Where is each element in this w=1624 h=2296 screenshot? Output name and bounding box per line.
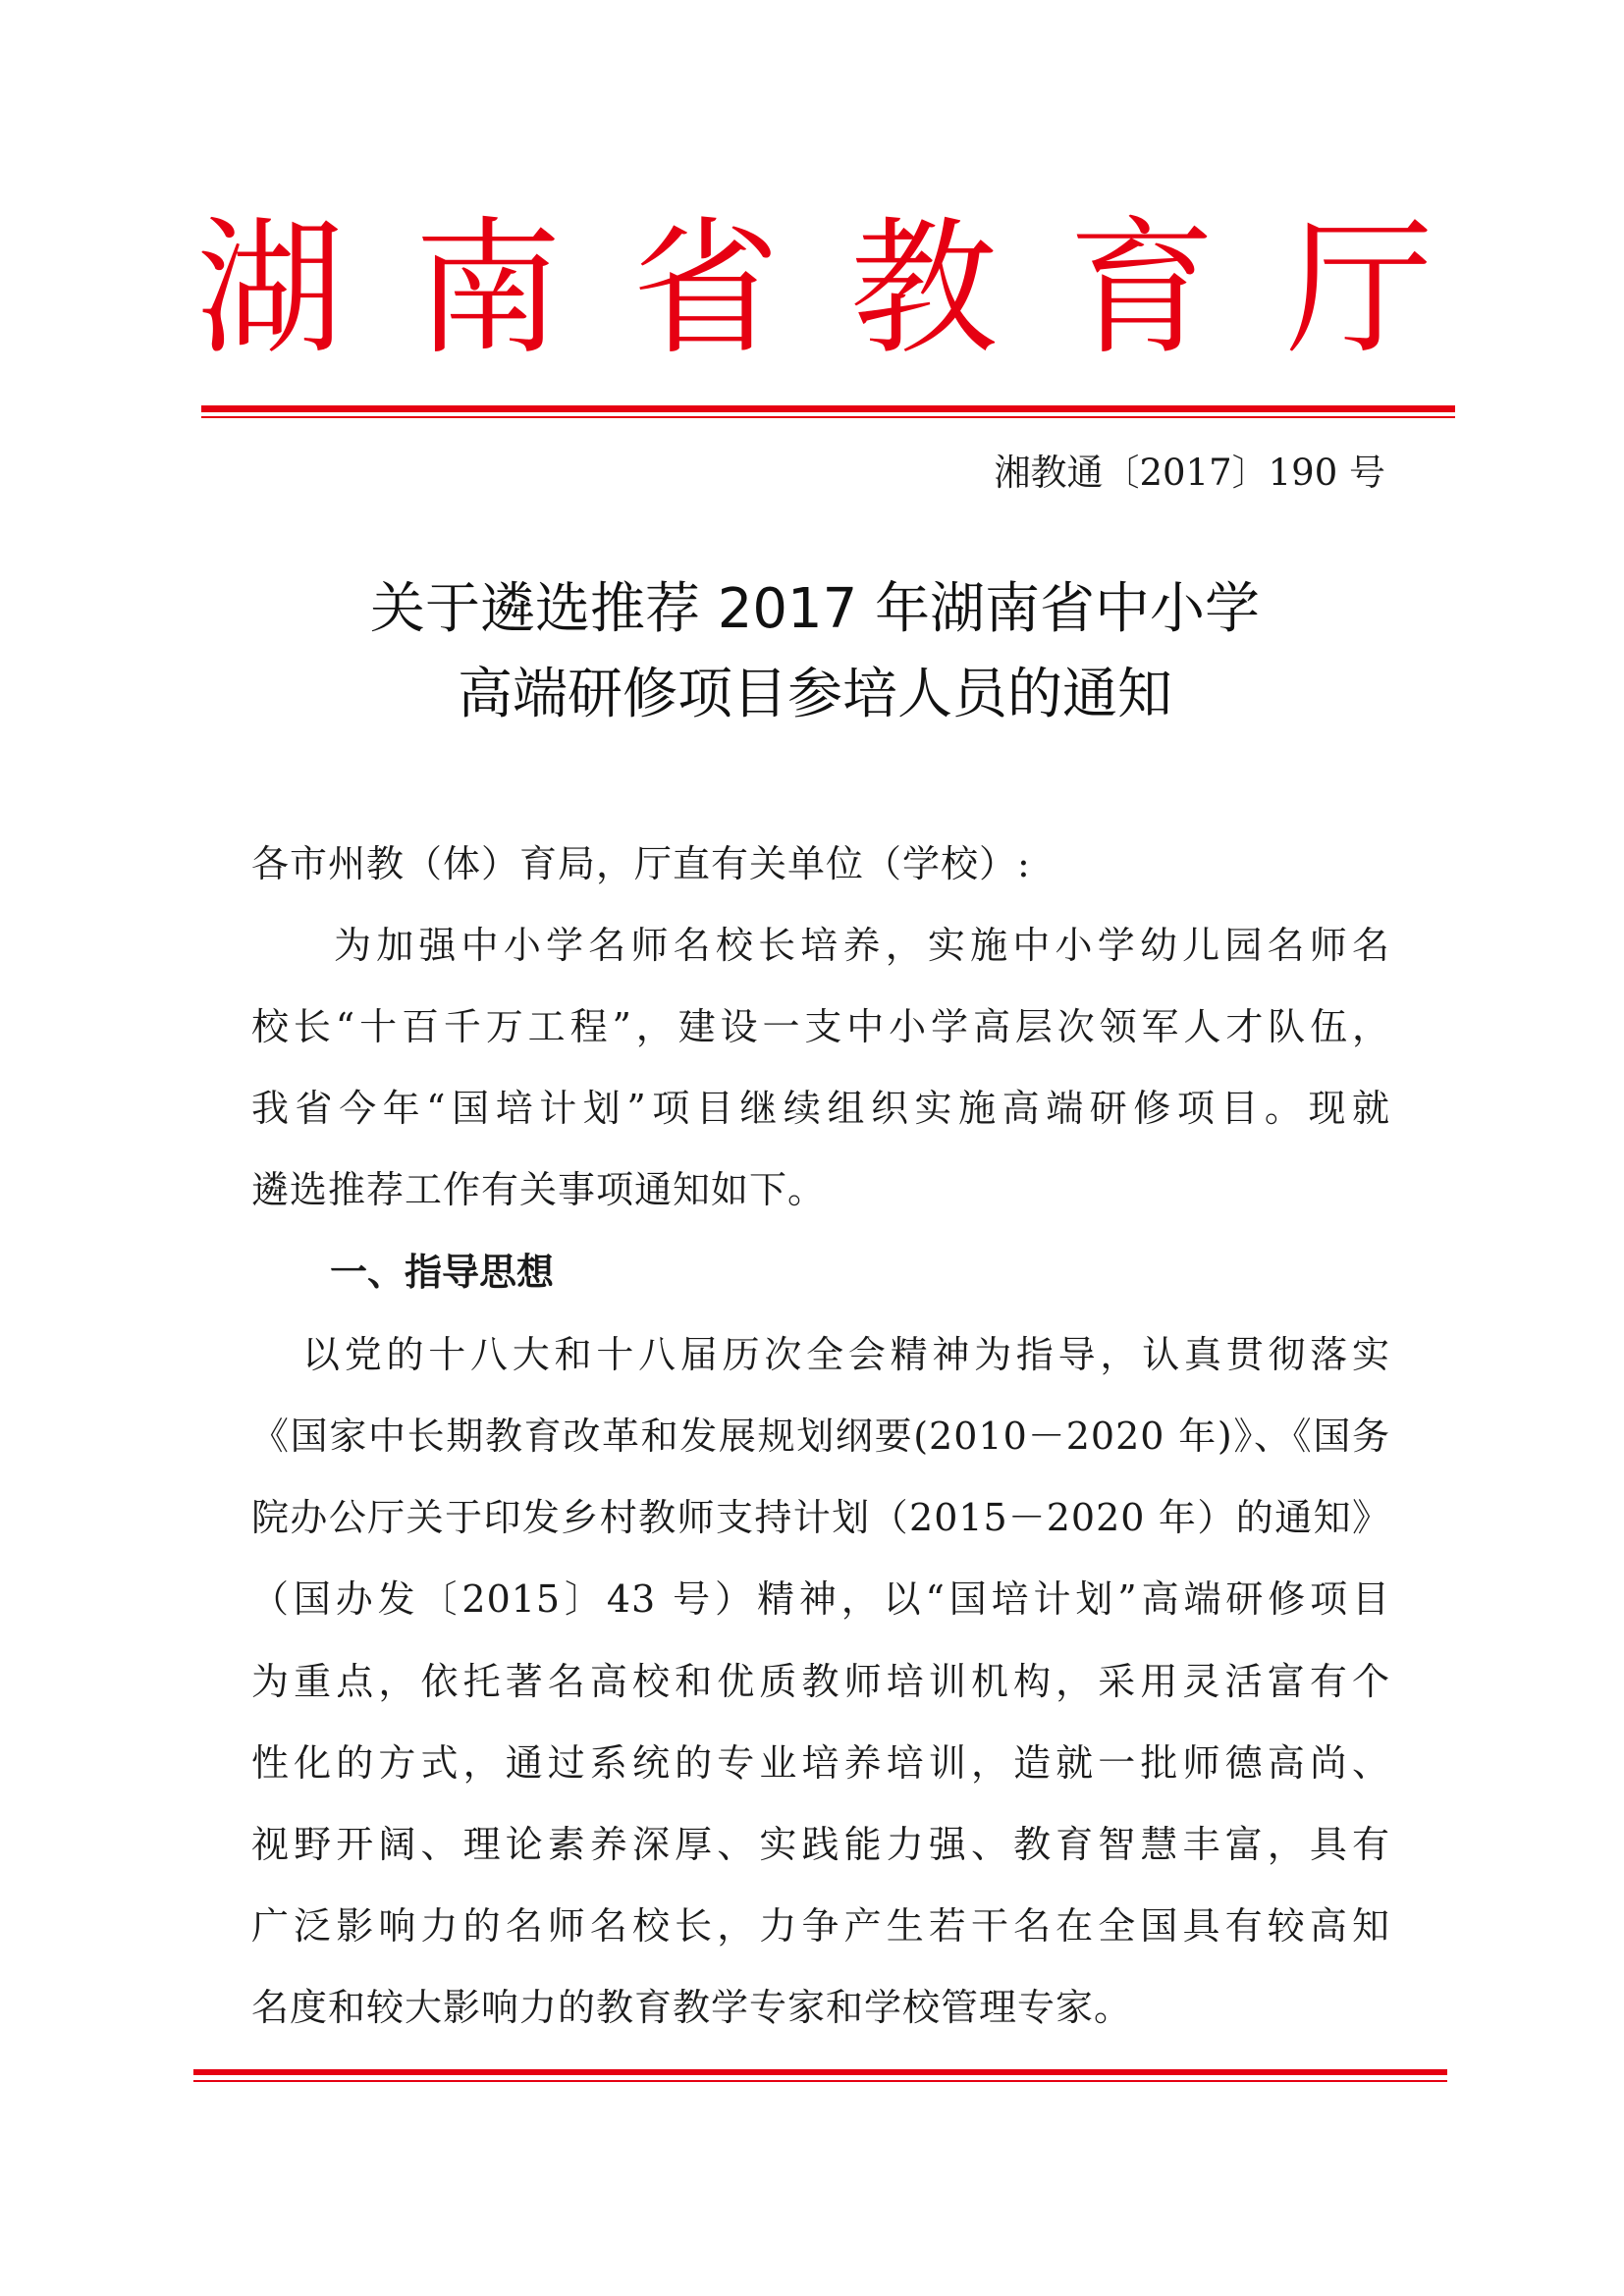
salutation: 各市州教（体）育局，厅直有关单位（学校）: — [251, 842, 1031, 885]
paragraph-line: 为重点，依托著名高校和优质教师培训机构，采用灵活富有个 — [251, 1660, 1390, 1703]
masthead-char: 南 — [413, 204, 562, 375]
paragraph-line: （国办发〔2015〕43 号）精神，以“国培计划”高端研修项目 — [251, 1577, 1390, 1621]
paragraph-line: 我省今年“国培计划”项目继续组织实施高端研修项目。现就 — [251, 1087, 1390, 1130]
footer-divider-thin — [193, 2080, 1447, 2082]
paragraph-line: 遴选推荐工作有关事项通知如下。 — [251, 1168, 827, 1211]
paragraph-line: 《国家中长期教育改革和发展规划纲要(2010－2020 年)》、《国务 — [251, 1415, 1390, 1458]
paragraph-line: 性化的方式，通过系统的专业培养培训，造就一批师德高尚、 — [251, 1741, 1390, 1785]
masthead-char: 育 — [1067, 204, 1216, 375]
paragraph-line: 广泛影响力的名师名校长，力争产生若干名在全国具有较高知 — [251, 1904, 1390, 1948]
masthead-divider-thin — [201, 416, 1455, 418]
document-title-line-2: 高端研修项目参培人员的通知 — [458, 663, 1172, 726]
document-number: 湘教通〔2017〕190 号 — [994, 452, 1385, 494]
paragraph-line: 为加强中小学名师名校长培养，实施中小学幼儿园名师名 — [334, 924, 1390, 967]
footer-divider-thick — [193, 2069, 1447, 2075]
masthead — [196, 201, 1434, 378]
document-title-line-1: 关于遴选推荐 2017 年湖南省中小学 — [369, 577, 1261, 641]
section-heading: 一、指导思想 — [330, 1251, 555, 1294]
paragraph-line: 以党的十八大和十八届历次全会精神为指导，认真贯彻落实 — [302, 1333, 1390, 1376]
masthead-char: 厅 — [1285, 204, 1434, 375]
masthead-char: 教 — [849, 204, 998, 375]
paragraph-line: 院办公厅关于印发乡村教师支持计划（2015－2020 年）的通知》 — [251, 1496, 1390, 1539]
paragraph-line: 视野开阔、理论素养深厚、实践能力强、教育智慧丰富，具有 — [251, 1823, 1390, 1866]
masthead-char: 省 — [631, 204, 780, 375]
paragraph-line: 名度和较大影响力的教育教学专家和学校管理专家。 — [251, 1986, 1133, 2029]
masthead-divider-thick — [201, 405, 1455, 412]
paragraph-line: 校长“十百千万工程”，建设一支中小学高层次领军人才队伍， — [251, 1005, 1390, 1048]
masthead-char: 湖 — [196, 204, 345, 375]
